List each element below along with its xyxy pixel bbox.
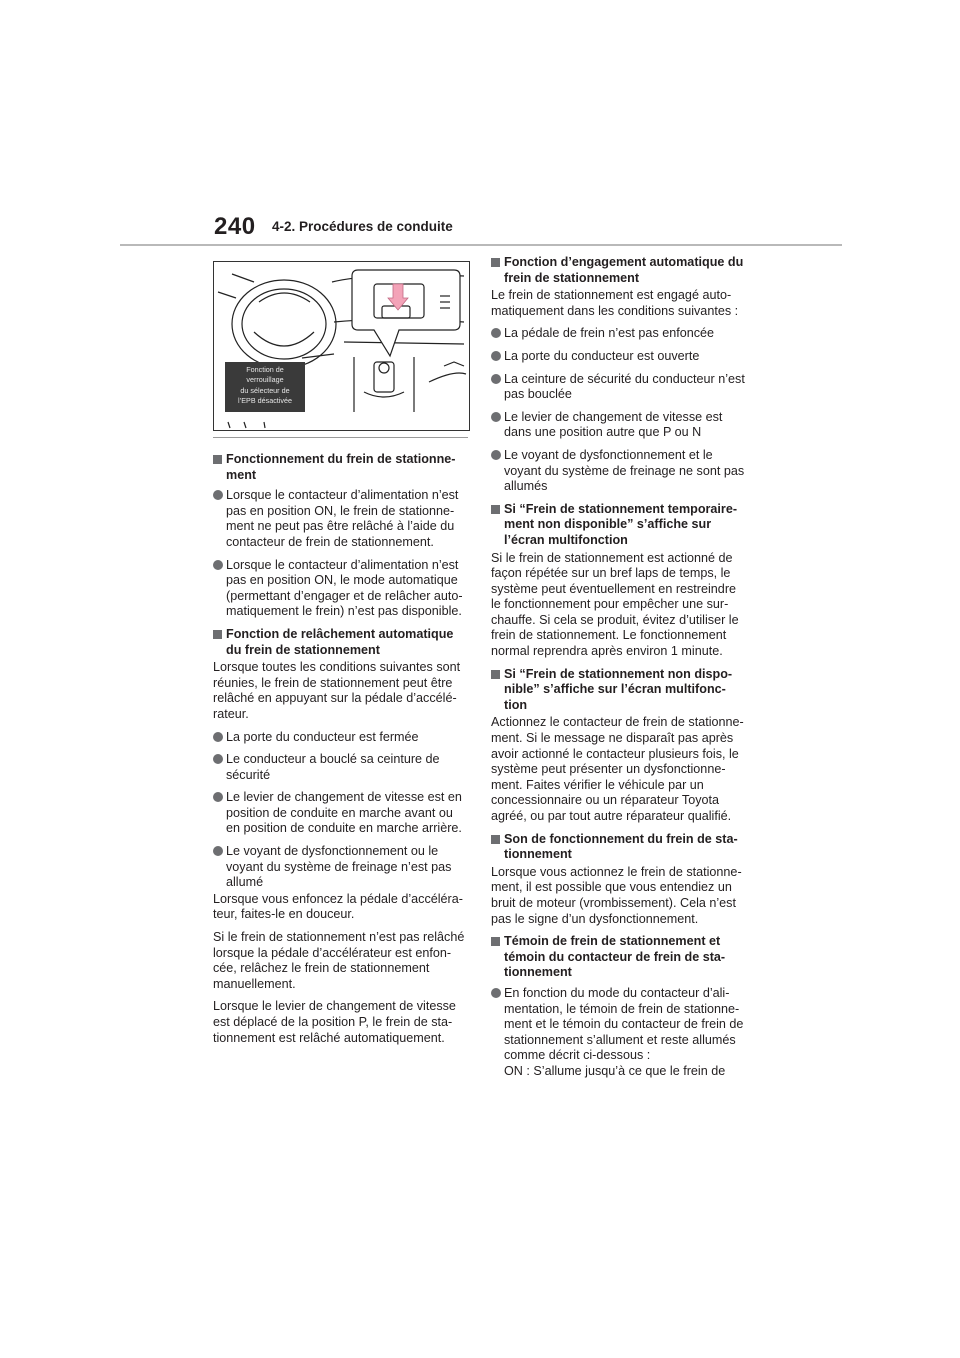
bullet-item: La pédale de frein n’est pas enfoncée <box>491 326 746 342</box>
bullet-dot-icon <box>491 374 501 384</box>
bullet-item: Le voyant de dysfonctionnement et le voyant du système de freinage ne sont pas allumés <box>491 448 746 495</box>
caption-line: verrouillage <box>246 375 284 385</box>
bullet-dot-icon <box>213 754 223 764</box>
bullet-dot-icon <box>491 328 501 338</box>
heading-square-icon <box>213 630 222 639</box>
heading-square-icon <box>491 937 500 946</box>
caption-line: du sélecteur de <box>240 385 290 395</box>
bullet-item: La ceinture de sécurité du conducteur n’est pas bouclée <box>491 372 746 403</box>
bullet-dot-icon <box>491 450 501 460</box>
right-column <box>491 255 746 1087</box>
paragraph: Lorsque toutes les conditions suivantes sont réunies, le frein de stationnement peut être relâché en appuyant sur la pédale d’accélé- rateur. <box>213 660 461 721</box>
paragraph: Lorsque le levier de changement de vitesse est déplacé de la position P, le frein de sta- tionnement est relâché automatiquement. <box>213 999 456 1045</box>
bullet-dot-icon <box>491 351 501 361</box>
page-number: 240 <box>214 213 256 240</box>
bullet-item: Lorsque le contacteur d’alimentation n’est pas en position ON, le frein de stationne- ment ne peut pas être relâché à l’aide du contacteur de frein de stationnement. <box>213 488 468 550</box>
heading-square-icon <box>491 505 500 514</box>
caption-line: Fonction de <box>246 365 284 374</box>
figure-divider <box>213 437 468 438</box>
figure-caption <box>227 365 303 406</box>
bullet-dot-icon <box>491 412 501 422</box>
paragraph: Lorsque vous enfoncez la pédale d’accéléra- teur, faites-le en douceur. <box>213 891 463 922</box>
bullet-item: Le levier de changement de vitesse est en position de conduite en marche avant ou en position de conduite en marche arrière. <box>213 790 468 837</box>
section-title: 4-2. Procédures de conduite <box>272 219 453 234</box>
bullet-item: Le levier de changement de vitesse est dans une position autre que P ou N <box>491 410 746 441</box>
heading-temporairement-indisponible: Si “Frein de stationnement temporaire- ment non disponible” s’affiche sur l’écran multifonction <box>491 502 746 549</box>
header-rule <box>120 244 842 246</box>
heading-fonctionnement: Fonctionnement du frein de stationne- ment <box>213 452 468 483</box>
heading-temoin: Témoin de frein de stationnement et témoin du contacteur de frein de sta- tionnement <box>491 934 746 981</box>
heading-non-disponible: Si “Frein de stationnement non dispo- nible” s’affiche sur l’écran multifonc- tion <box>491 667 746 714</box>
heading-square-icon <box>491 835 500 844</box>
bullet-dot-icon <box>213 560 223 570</box>
caption-line: l’EPB désactivée <box>238 395 292 405</box>
heading-square-icon <box>491 670 500 679</box>
paragraph: Le frein de stationnement est engagé auto- matiquement dans les conditions suivantes : <box>491 288 739 318</box>
bullet-item: La porte du conducteur est ouverte <box>491 349 746 365</box>
heading-square-icon <box>491 258 500 267</box>
heading-engagement-auto: Fonction d’engagement automatique du frein de stationnement <box>491 255 746 286</box>
heading-relachement-auto: Fonction de relâchement automatique du frein de stationnement <box>213 627 468 658</box>
bullet-item: Lorsque le contacteur d’alimentation n’est pas en position ON, le mode automatique (permettant d’engager et de relâcher auto- matiquement le frein) n’est pas disponible. <box>213 558 468 620</box>
bullet-dot-icon <box>213 732 223 742</box>
paragraph: Lorsque vous actionnez le frein de stationne- ment, il est possible que vous entendiez un bruit de moteur (vrombissement). Cela n’est pas le signe d’un dysfonctionnement. <box>491 864 742 926</box>
bullet-dot-icon <box>213 792 223 802</box>
paragraph: Actionnez le contacteur de frein de stationne- ment. Si le message ne disparaît pas après avoir actionné le contacteur plusieurs fois, le système peut présenter un dysfonctionne- ment. Faites vérifier le véhicule par un concessionnaire ou un réparateur Toyota agréé, ou par tout autre réparateur qualifié. <box>491 715 744 823</box>
heading-square-icon <box>213 455 222 464</box>
bullet-item: Le voyant de dysfonctionnement ou le voyant du système de freinage n’est pas allumé <box>213 844 468 891</box>
bullet-item: En fonction du mode du contacteur d’ali- mentation, le témoin de frein de stationne- ment et le témoin du contacteur de frein de stationnement s’allument et reste allumés comme décrit ci-dessous : ON : S’allume jusqu’à ce que le frein de <box>491 986 746 1080</box>
paragraph: Si le frein de stationnement est actionné de façon répétée sur un bref laps de temps, le système peut éventuellement en restreindre le fonctionnement pour empêcher une sur- chauffe. Si cela se produit, évitez d’utiliser le frein de stationnement. Le fonctionnement normal reprendra après environ 1 minute. <box>491 550 739 659</box>
bullet-item: Le conducteur a bouclé sa ceinture de sécurité <box>213 752 468 783</box>
figure-epb-illustration <box>213 261 470 431</box>
heading-son-fonctionnement: Son de fonctionnement du frein de sta- tionnement <box>491 832 746 863</box>
bullet-item: La porte du conducteur est fermée <box>213 730 468 746</box>
bullet-dot-icon <box>213 490 223 500</box>
left-column <box>213 452 468 1053</box>
paragraph: Si le frein de stationnement n’est pas relâché lorsque la pédale d’accélérateur est enfon- cée, relâchez le frein de stationnement manuellement. <box>213 930 465 991</box>
bullet-dot-icon <box>213 846 223 856</box>
bullet-dot-icon <box>491 988 501 998</box>
